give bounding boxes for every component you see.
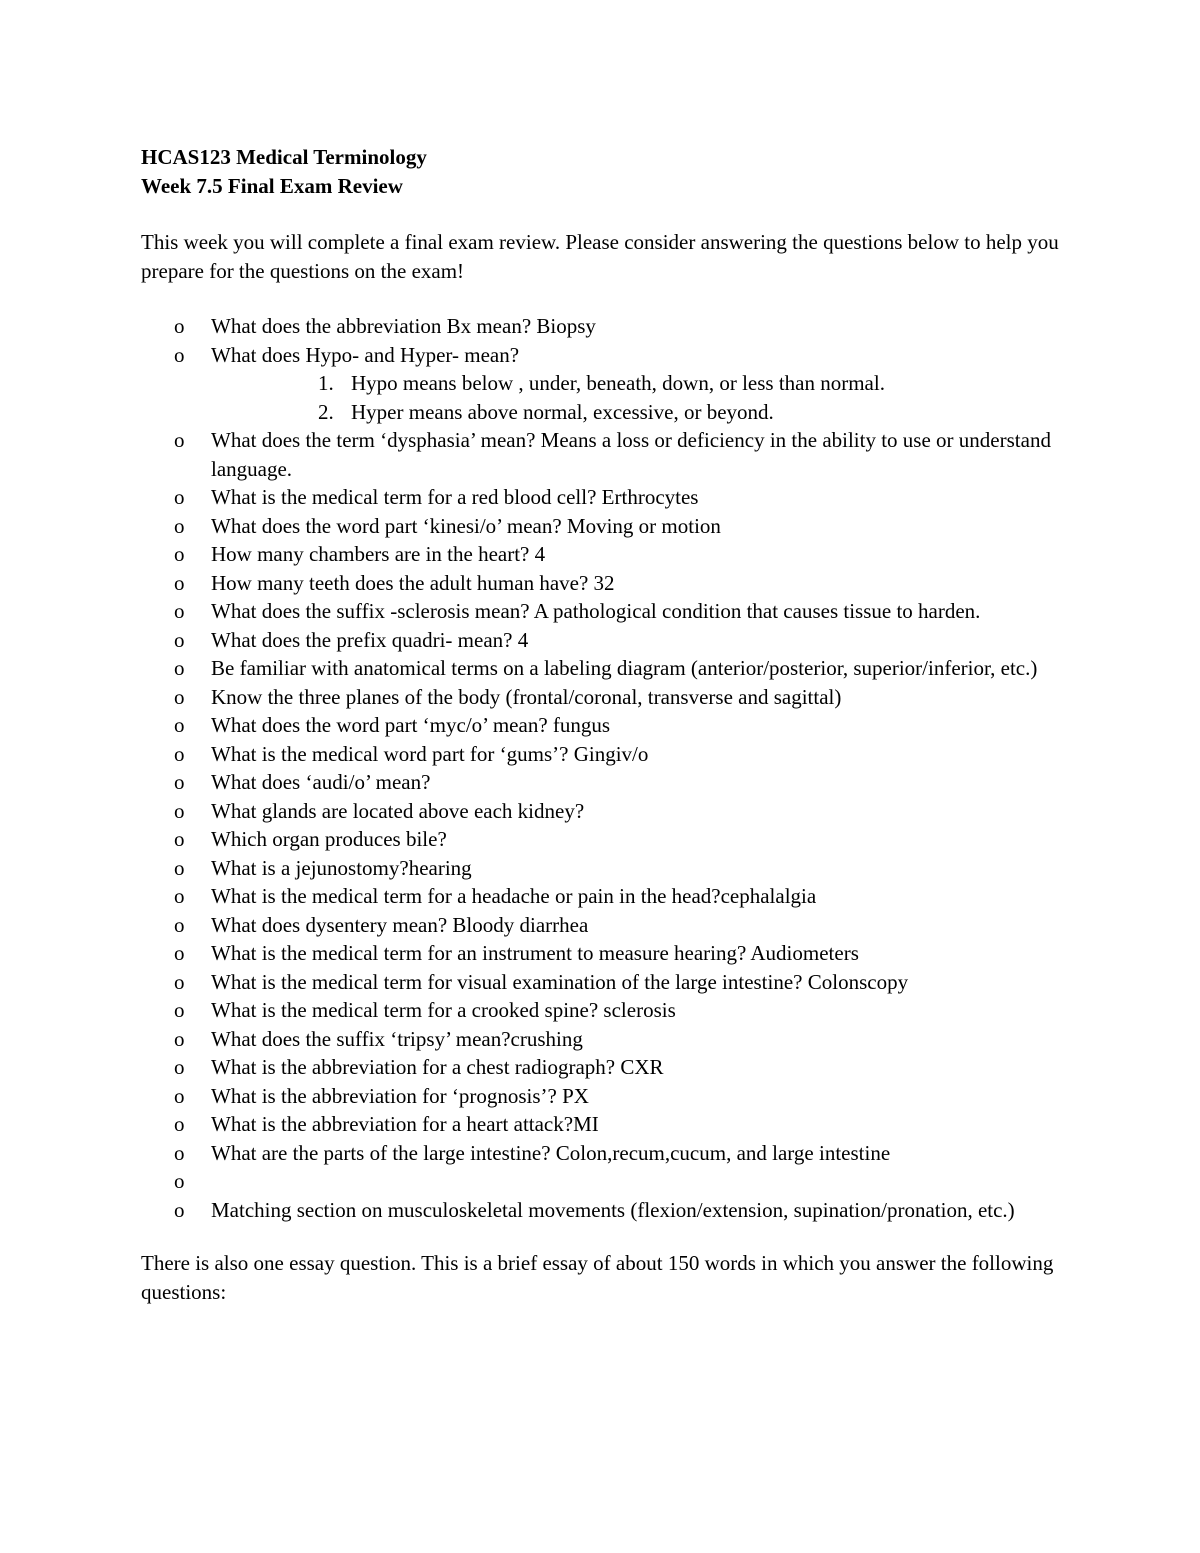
list-item [141, 1053, 1061, 1082]
bullet: o [174, 798, 185, 823]
bullet: o [174, 428, 185, 452]
bullet: o [174, 969, 185, 994]
list-item [141, 797, 1061, 826]
list-item [141, 825, 1061, 854]
list-item-empty [141, 1167, 1061, 1196]
list-item [141, 626, 1061, 655]
list-item [141, 341, 1061, 427]
bullet: o [174, 741, 185, 766]
list-item-text: What does the suffix ‘tripsy’ mean?crushing [211, 1026, 583, 1051]
bullet: o [174, 827, 185, 851]
list-item-text: How many teeth does the adult human have? 32 [211, 570, 615, 595]
list-item [141, 312, 1061, 341]
list-item [141, 597, 1061, 626]
list-item [141, 911, 1061, 940]
list-item-text: What does Hypo- and Hyper- mean? [211, 342, 520, 367]
list-item-text: What is the abbreviation for ‘prognosis’? PX [211, 1083, 589, 1108]
sub-list [211, 369, 1061, 426]
bullet: o [174, 1112, 185, 1136]
list-item-text: What is the medical term for an instrument to measure hearing? Audiometers [211, 941, 859, 965]
list-item [141, 483, 1061, 512]
list-item-text: What does dysentery mean? Bloody diarrhea [211, 912, 589, 937]
list-item-text: Matching section on musculoskeletal movements (flexion/extension, supination/pronation, etc.) [211, 1197, 1015, 1222]
bullet: o [174, 1083, 185, 1108]
bullet: o [174, 713, 185, 737]
list-item-text: What does the suffix -sclerosis mean? A pathological condition that causes tissue to harden. [211, 599, 981, 623]
list-item [141, 426, 1061, 483]
bullet: o [174, 1055, 185, 1079]
list-item-text: What is the abbreviation for a heart attack?MI [211, 1112, 599, 1136]
list-item-text: What is the medical term for a headache or pain in the head?cephalalgia [211, 884, 817, 908]
bullet: o [174, 770, 185, 794]
list-item [141, 968, 1061, 997]
bullet: o [174, 314, 185, 338]
week-title: Week 7.5 Final Exam Review [141, 173, 403, 198]
bullet: o [174, 342, 185, 367]
list-item-text: Know the three planes of the body (frontal/coronal, transverse and sagittal) [211, 684, 842, 709]
list-item-text: What is the medical term for visual examination of the large intestine? Colonscopy [211, 969, 909, 994]
list-item [141, 768, 1061, 797]
list-item-text: What are the parts of the large intestine? Colon,recum,cucum, and large intestine [211, 1140, 891, 1165]
list-item-text: Be familiar with anatomical terms on a labeling diagram (anterior/posterior, superior/inferior, etc.) [211, 656, 1038, 680]
review-question-list [141, 312, 1061, 1224]
list-item-text: What is the medical term for a red blood cell? Erthrocytes [211, 485, 699, 509]
sub-list-text: Hypo means below , under, beneath, down, or less than normal. [351, 371, 885, 395]
sub-list-number: 2. [318, 399, 334, 424]
list-item [141, 1196, 1061, 1225]
list-item [141, 711, 1061, 740]
bullet: o [174, 912, 185, 937]
sub-list-text: Hyper means above normal, excessive, or beyond. [351, 399, 774, 424]
list-item [141, 1025, 1061, 1054]
bullet: o [174, 627, 185, 652]
bullet: o [174, 884, 185, 908]
list-item-text: What does the abbreviation Bx mean? Biopsy [211, 314, 596, 338]
list-item [141, 540, 1061, 569]
list-item-text: What does the word part ‘myc/o’ mean? fungus [211, 713, 611, 737]
bullet: o [174, 855, 185, 880]
list-item-text: What glands are located above each kidney? [211, 798, 585, 823]
list-item [141, 683, 1061, 712]
sub-list-item [211, 369, 1061, 398]
bullet: o [174, 599, 185, 623]
list-item-text: What is the abbreviation for a chest radiograph? CXR [211, 1055, 664, 1079]
bullet: o [174, 485, 185, 509]
list-item [141, 854, 1061, 883]
list-item-text: What is a jejunostomy?hearing [211, 855, 472, 880]
bullet: o [174, 1169, 185, 1193]
list-item [141, 740, 1061, 769]
list-item [141, 996, 1061, 1025]
bullet: o [174, 684, 185, 709]
bullet: o [174, 1140, 185, 1165]
list-item [141, 1110, 1061, 1139]
list-item-text: What does the term ‘dysphasia’ mean? Means a loss or deficiency in the ability to use or understand language. [211, 428, 1051, 481]
bullet: o [174, 513, 185, 538]
list-item [141, 654, 1061, 683]
bullet: o [174, 542, 185, 566]
list-item-text: What does ‘audi/o’ mean? [211, 770, 431, 794]
list-item [141, 882, 1061, 911]
bullet: o [174, 998, 185, 1022]
bullet: o [174, 1026, 185, 1051]
sub-list-number: 1. [318, 371, 334, 395]
intro-paragraph: This week you will complete a final exam review. Please consider answering the questions below to help you prepare for the questions on the exam! [141, 230, 1059, 283]
list-item-text: Which organ produces bile? [211, 827, 447, 851]
sub-list-item [211, 398, 1061, 427]
bullet: o [174, 941, 185, 965]
list-item [141, 1082, 1061, 1111]
list-item-text: What does the prefix quadri- mean? 4 [211, 627, 529, 652]
list-item [141, 1139, 1061, 1168]
list-item-text: What is the medical term for a crooked spine? sclerosis [211, 998, 676, 1022]
list-item [141, 512, 1061, 541]
list-item [141, 569, 1061, 598]
list-item-text: How many chambers are in the heart? 4 [211, 542, 546, 566]
list-item [141, 939, 1061, 968]
bullet: o [174, 570, 185, 595]
document-page [141, 143, 1061, 1306]
course-title: HCAS123 Medical Terminology [141, 145, 427, 169]
list-item-text: What does the word part ‘kinesi/o’ mean? Moving or motion [211, 513, 721, 538]
bullet: o [174, 1197, 185, 1222]
essay-paragraph: There is also one essay question. This is a brief essay of about 150 words in which you answer the following questions: [141, 1251, 1054, 1304]
list-item-text: What is the medical word part for ‘gums’? Gingiv/o [211, 741, 649, 766]
bullet: o [174, 656, 185, 680]
